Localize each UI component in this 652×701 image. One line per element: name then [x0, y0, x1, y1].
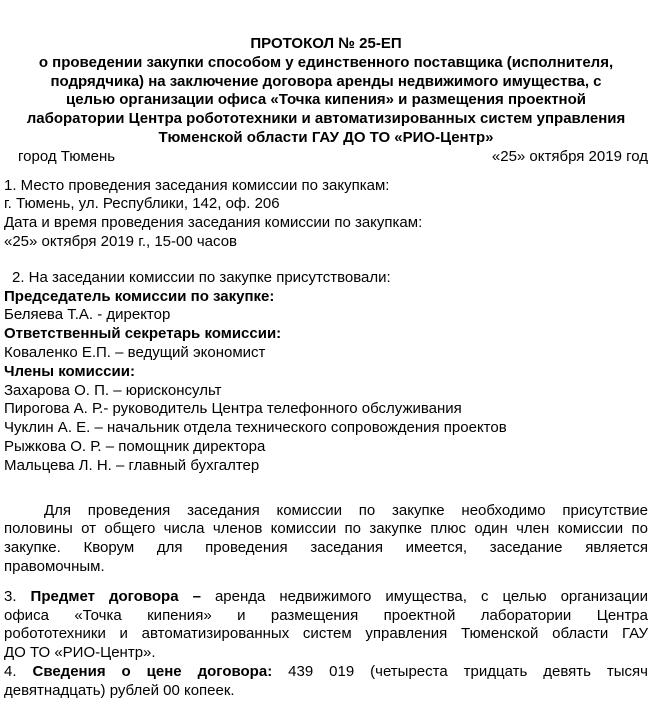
- section-attendees-list: [4, 288, 648, 476]
- quorum-paragraph: [4, 502, 648, 577]
- section-meeting-place: [4, 177, 648, 252]
- bold-text: Предмет договора –: [30, 587, 201, 605]
- text: 439 019 (четыреста тридцать девять тысяч: [272, 662, 648, 680]
- section-contract-subject: [4, 588, 648, 663]
- text-line: офиса «Точка кипения» и размещения проектной лаборатории Центра: [4, 606, 648, 624]
- text-line: Беляева Т.А. - директор: [4, 306, 171, 324]
- document-title-block: [4, 35, 648, 148]
- text-line: [4, 363, 648, 382]
- text-line: [4, 588, 648, 607]
- text-line: закупке. Кворум для проведения заседания имеется, заседание является: [4, 539, 648, 557]
- text-line: 1. Место проведения заседания комиссии по закупкам:: [4, 176, 390, 194]
- text-line: Тюменской области ГАУ ДО ТО «РИО-Центр»: [158, 128, 494, 146]
- text-line: робототехники и автоматизированных систем управления Тюменской области ГАУ: [4, 625, 648, 643]
- text-line: правомочным.: [4, 557, 105, 575]
- text-line: Для проведения заседания комиссии по закупке необходимо присутствие: [44, 501, 648, 519]
- text-line: ДО ТО «РИО-Центр».: [4, 644, 156, 662]
- text-line: г. Тюмень, ул. Республики, 142, оф. 206: [4, 195, 280, 213]
- bold-text: Сведения о цене договора:: [32, 662, 273, 680]
- text-line: «25» октября 2019 г., 15-00 часов: [4, 232, 238, 250]
- document-date: «25» октября 2019 год: [491, 147, 648, 165]
- text: аренда недвижимого имущества, с целью организации: [200, 587, 648, 605]
- bold-text: Члены комиссии:: [4, 362, 135, 380]
- document-title: ПРОТОКОЛ № 25-ЕП: [250, 35, 402, 52]
- document-place: город Тюмень: [18, 147, 116, 165]
- place-date-row: [4, 148, 648, 167]
- text-line: Мальцева Л. Н. – главный бухгалтер: [4, 456, 260, 474]
- text-line: половины от общего числа членов комиссии по закупке плюс один член комиссии по: [4, 520, 648, 538]
- text: 3.: [4, 587, 31, 605]
- section-attendees-heading: 2. На заседании комиссии по закупке присутствовали:: [12, 268, 391, 286]
- text-line: [4, 288, 648, 307]
- text-line: подрядчика) на заключение договора аренды недвижимого имущества, с: [50, 72, 602, 90]
- bold-text: Ответственный секретарь комиссии:: [4, 325, 282, 343]
- section-contract-price: [4, 663, 648, 701]
- text-line: Чуклин А. Е. – начальник отдела технического сопровождения проектов: [4, 419, 507, 437]
- text-line: Пирогова А. Р.- руководитель Центра телефонного обслуживания: [4, 400, 462, 418]
- text-line: о проведении закупки способом у единственного поставщика (исполнителя,: [38, 53, 614, 71]
- text-line: Рыжкова О. Р. – помощник директора: [4, 437, 266, 455]
- text-line: девятнадцать) рублей 00 копеек.: [4, 681, 235, 699]
- document-subtitle: [4, 54, 648, 148]
- text-line: лаборатории Центра робототехники и автоматизированных систем управления: [26, 110, 626, 128]
- text-line: [4, 663, 648, 682]
- text-line: Захарова О. П. – юрисконсульт: [4, 381, 222, 399]
- bold-text: Председатель комиссии по закупке:: [4, 287, 275, 305]
- text-line: Дата и время проведения заседания комиссии по закупкам:: [4, 214, 423, 232]
- text-line: Коваленко Е.П. – ведущий экономист: [4, 343, 266, 361]
- text-line: [4, 325, 648, 344]
- text: 4.: [4, 662, 33, 680]
- text-line: целью организации офиса «Точка кипения» и размещения проектной: [65, 91, 587, 109]
